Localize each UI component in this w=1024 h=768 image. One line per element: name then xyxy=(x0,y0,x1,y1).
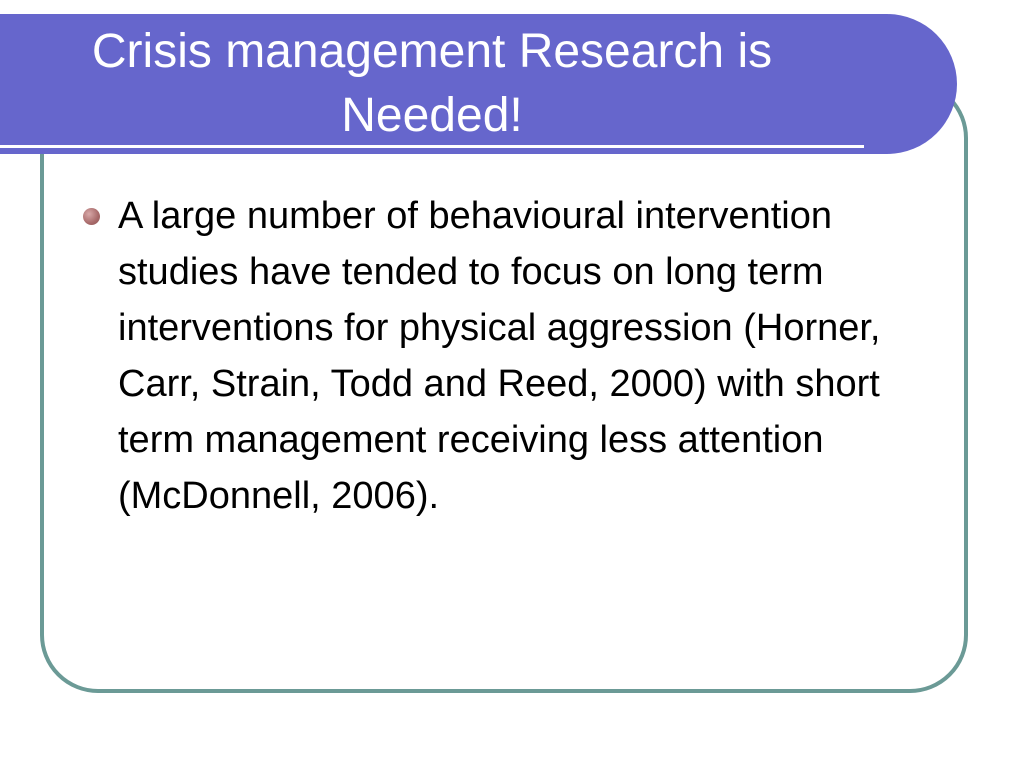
bullet-text: A large number of behavioural intervention studies have tended to focus on long term interventions for physical aggression (Horner, Carr, Strain, Todd and Reed, 2000) with short term management receiving less attention (McDonnell, 2006). xyxy=(118,195,881,517)
bullet-dot-icon xyxy=(83,208,100,225)
bullet-item xyxy=(80,188,960,524)
bullet-list xyxy=(80,188,960,524)
slide-title: Crisis management Research is Needed! xyxy=(91,25,773,142)
title-banner xyxy=(0,14,957,154)
title-underline xyxy=(0,145,864,148)
